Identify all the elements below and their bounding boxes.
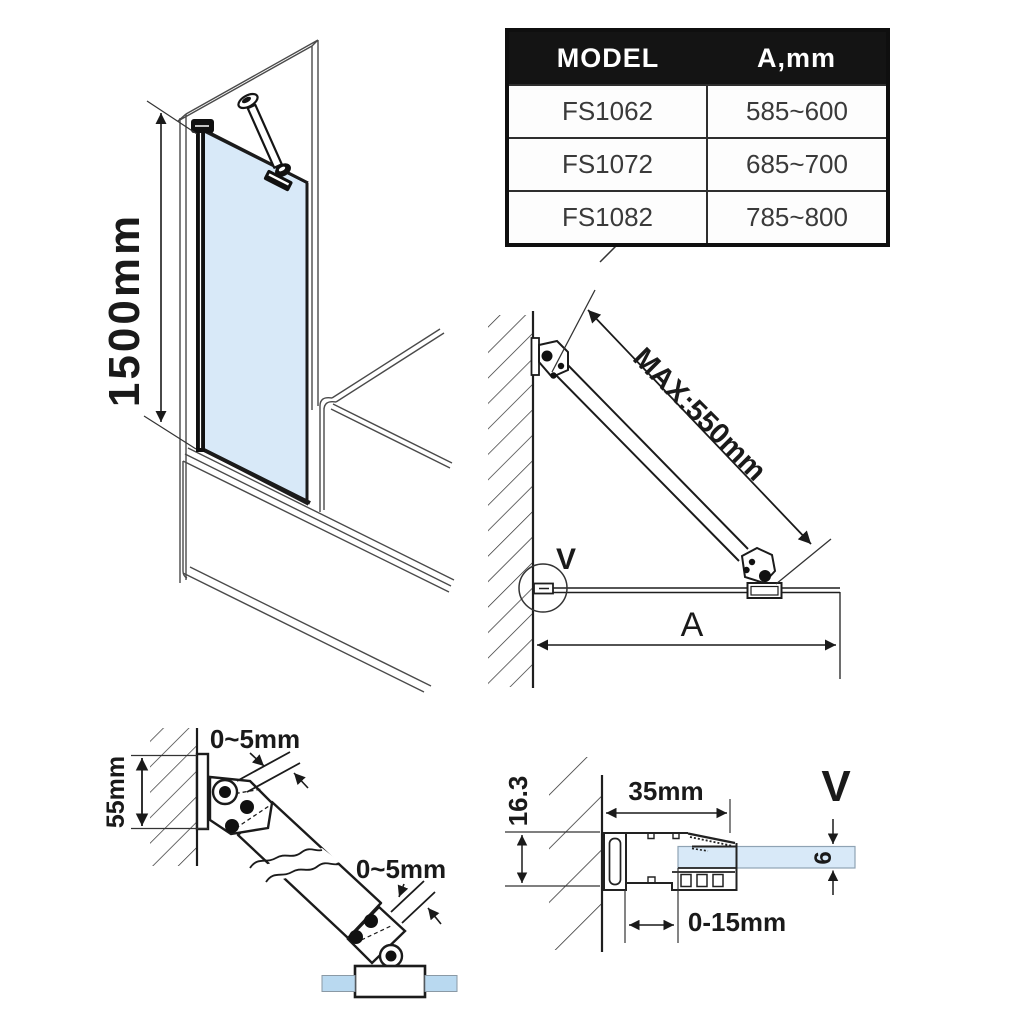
lower-hinge-screw-1 [749,559,755,565]
amm-cell: 685~700 [707,138,888,191]
plate-height-label: 55mm [102,755,130,829]
detail-marker-label: V [555,543,577,576]
hinge-detail [102,724,457,997]
table-row [507,85,888,138]
upper-gap-label: 0~5mm [209,724,301,754]
upper-gap-arrow-1 [250,753,264,766]
upper-hinge-screw-2 [550,372,556,378]
spec-table-header-model: MODEL [507,30,707,85]
glass-panel [203,131,307,504]
height-dimension [100,101,197,449]
table-row [507,191,888,245]
hinge-glass-clamp [355,966,425,997]
amm-cell: 585~600 [707,85,888,138]
spec-table-header-amm: A,mm [707,30,888,85]
iso-view [100,40,454,692]
hinge-wall-plate [197,754,208,829]
upper-bracket-pivot [219,786,231,798]
upper-gap-arrow-2 [294,773,308,788]
width-dimension [537,606,836,645]
hinge-wall-hatching [150,728,197,866]
upper-wall-plate [532,338,540,375]
glass-edge-lines [536,588,840,593]
model-cell: FS1082 [507,191,707,245]
upper-bracket-screw-1 [240,800,254,814]
adjust-range-dimension [625,868,786,943]
profile-slot [610,839,621,885]
support-bar-lines [548,356,748,561]
height-ext-ticks [144,101,197,449]
bar-length-dimension [552,290,831,584]
profile-tooth-1 [681,875,691,887]
glass-strip-right [425,976,457,992]
model-spec-table [505,28,890,247]
upper-hinge [532,338,569,379]
profile-width-label: 35mm [628,776,704,806]
profile-depth-label: 16.3 [503,775,533,827]
profile-tooth-3 [713,875,723,887]
table-row [507,138,888,191]
lower-hinge-screw-2 [743,567,749,573]
bar-length-label: MAX:550mm [626,341,773,488]
upper-bracket-screw-2 [225,819,239,833]
model-cell: FS1062 [507,85,707,138]
lower-hinge [742,548,782,598]
lower-hinge-pivot [759,570,771,582]
bar-length-ext-lines [552,290,831,584]
wall-hatching [488,315,533,687]
side-view [488,290,840,688]
glass-clamp-outer [748,583,782,598]
lower-bracket-screw-1 [364,914,378,928]
model-cell: FS1072 [507,138,707,191]
lower-gap-lines [391,881,435,923]
glass-thickness-dimension [810,819,837,895]
lower-gap-label: 0~5mm [355,854,447,884]
lower-bracket-pivot [386,951,397,962]
section-marker-label: V [821,762,851,811]
section-wall-hatching [549,757,602,950]
adjust-range-label: 0-15mm [687,907,787,937]
spec-table-header-row [507,30,888,85]
profile-strip-lines [672,868,737,872]
width-dimension-label: A [680,606,704,644]
adjust-ext-lines [625,868,678,943]
section-detail [503,757,855,952]
glass-thickness-label: 6 [810,851,837,865]
profile-tooth-2 [697,875,707,887]
lower-bracket-screw-2 [349,930,363,944]
upper-hinge-pivot [542,351,553,362]
upper-hinge-screw-1 [558,363,564,369]
lower-gap-arrow-2 [428,908,441,924]
amm-cell: 785~800 [707,191,888,245]
hinge-upper-bracket [210,777,272,834]
height-dimension-label: 1500mm [100,212,149,408]
glass-strip-left [322,976,355,992]
lower-gap-arrow-1 [399,884,404,897]
profile-width-dimension [606,776,730,833]
